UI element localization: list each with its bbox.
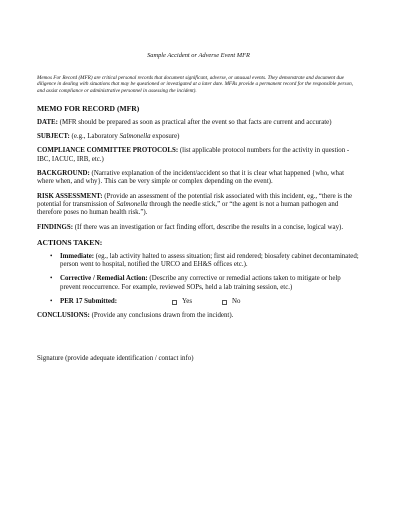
protocols-label: COMPLIANCE COMMITTEE PROTOCOLS: — [37, 147, 179, 155]
action-per17 — [37, 298, 360, 306]
bullet-icon: • — [50, 252, 53, 260]
background-text: (Narrative explanation of the incident/accident so that it is clear what happened {who, what where when, and why}. This can be very simple or complex depending on the event). — [37, 170, 344, 186]
subject-organism: Salmonella — [119, 133, 151, 141]
date-label: DATE: — [37, 118, 58, 126]
subject-text-after: exposure) — [150, 133, 180, 141]
per17-yes-option[interactable] — [172, 298, 192, 306]
findings-section — [37, 224, 360, 232]
per17-no-label: No — [232, 298, 241, 306]
findings-label: FINDINGS: — [37, 223, 73, 231]
intro-paragraph: Memos For Record (MFR) are critical personal records that document significant, adverse, or unusual events. They demonstrate and document due diligence in dealing with situations that may be questioned or investigated at a later date. MFRs provide a permanent record for the responsible person, and assist compliance or administrative personnel in assessing the incident). — [37, 75, 354, 94]
per17-no-option[interactable] — [222, 298, 240, 306]
corrective-label: Corrective / Remedial Action: — [60, 275, 148, 283]
actions-list — [37, 253, 360, 306]
risk-label: RISK ASSESSMENT: — [37, 192, 103, 200]
conclusions-section — [37, 312, 360, 320]
protocols-text: (list applicable protocol numbers for the activity in question - IBC, IACUC, IRB, etc.) — [37, 147, 350, 163]
per17-yes-label: Yes — [182, 298, 193, 306]
signature-line: Signature (provide adequate identification / contact info) — [37, 354, 194, 362]
findings-text: (If there was an investigation or fact finding effort, describe the results in a concise, logical way). — [73, 223, 344, 231]
immediate-text: (eg., lab activity halted to assess situation; first aid rendered; biosafety cabinet decontaminated; person went to hospital, notified the URCO and EH&S offices etc.). — [60, 252, 359, 269]
per17-label: PER 17 Submitted: — [60, 298, 118, 306]
background-section — [37, 170, 360, 187]
document-title: Sample Accident or Adverse Event MFR — [147, 52, 250, 59]
immediate-label: Immediate: — [60, 252, 95, 260]
protocols-section — [37, 147, 360, 164]
action-corrective — [37, 275, 360, 292]
per17-row — [60, 298, 360, 306]
risk-section — [37, 193, 360, 218]
subject-label: SUBJECT: — [37, 133, 70, 141]
conclusions-text: (Provide any conclusions drawn from the incident). — [89, 312, 234, 320]
checkbox-no-icon[interactable] — [222, 300, 227, 305]
checkbox-yes-icon[interactable] — [172, 300, 177, 305]
date-text: (MFR should be prepared as soon as practical after the event so that facts are current and accurate) — [57, 118, 332, 126]
memo-heading: MEMO FOR RECORD (MFR) — [37, 103, 140, 113]
corrective-text: (Describe any corrective or remedial actions taken to mitigate or help prevent reoccurrence. For example, reviewed SOPs, held a lab training session, etc.) — [60, 275, 341, 291]
risk-organism: Salmonella — [116, 200, 148, 208]
bullet-icon: • — [50, 275, 53, 283]
conclusions-label: CONCLUSIONS: — [37, 312, 90, 320]
date-section — [37, 119, 360, 127]
action-immediate — [37, 253, 360, 270]
background-label: BACKGROUND: — [37, 170, 90, 178]
actions-heading: ACTIONS TAKEN: — [37, 237, 103, 247]
risk-text-before: (Provide an assessment of the potential risk associated with this incident, eg., “there is the potential for transmission of — [37, 192, 353, 208]
bullet-icon: • — [50, 298, 53, 306]
subject-text-before: (e.g., Laboratory — [69, 133, 120, 141]
risk-text-after: through the needle stick,” or “the agent is not a human pathogen and therefore poses no human health risk.”). — [37, 200, 339, 217]
subject-section — [37, 133, 360, 141]
